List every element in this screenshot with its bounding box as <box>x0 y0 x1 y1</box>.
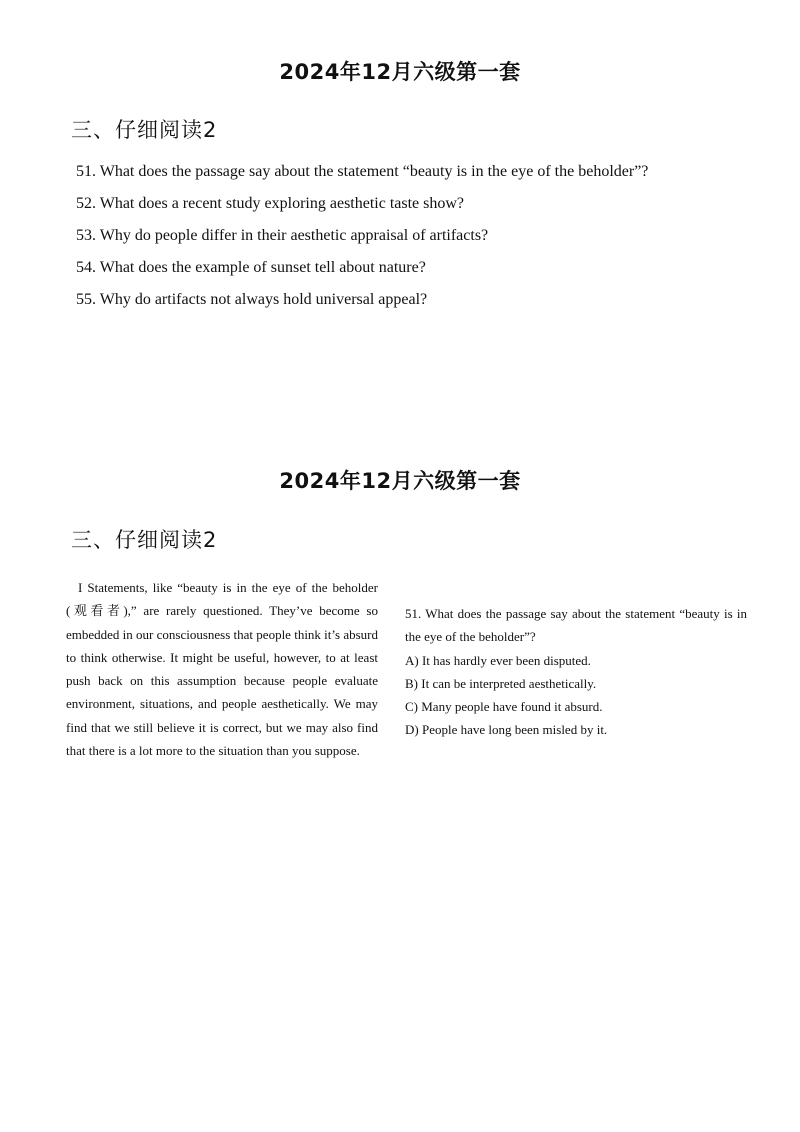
page-title: 2024年12月六级第一套 <box>279 60 521 84</box>
question-item-51: 51. What does the passage say about the statement “beauty is in the eye of the beholder”? <box>76 163 649 180</box>
section-heading-repeat: 三、仔细阅读2 <box>71 528 218 552</box>
question-stem: 51. What does the passage say about the statement “beauty is in the eye of the beholder”? <box>405 606 747 645</box>
section-heading: 三、仔细阅读2 <box>71 118 218 142</box>
multiple-choice-question <box>405 602 747 742</box>
question-item-54: 54. What does the example of sunset tell about nature? <box>76 259 426 276</box>
question-item-52: 52. What does a recent study exploring aesthetic taste show? <box>76 195 465 212</box>
option-b: B) It can be interpreted aesthetically. <box>405 675 597 691</box>
page-title-repeat: 2024年12月六级第一套 <box>279 469 521 493</box>
question-list <box>76 156 716 316</box>
option-c: C) Many people have found it absurd. <box>405 699 603 715</box>
option-d: D) People have long been misled by it. <box>405 722 608 738</box>
question-item-53: 53. Why do people differ in their aesthetic appraisal of artifacts? <box>76 227 489 244</box>
question-item-55: 55. Why do artifacts not always hold universal appeal? <box>76 291 428 308</box>
option-a: A) It has hardly ever been disputed. <box>405 652 591 668</box>
reading-passage: I Statements, like “beauty is in the eye of the beholder (观看者),” are rarely questioned. They’ve become so embedded in our consciousness that people think it’s absurd to think otherwise. It might be useful, however, to at least push back on this assumption because people evaluate environment, situations, and people aesthetically. We may find that we still believe it is correct, but we may also find that there is a lot more to the situation than you suppose. <box>66 580 378 759</box>
